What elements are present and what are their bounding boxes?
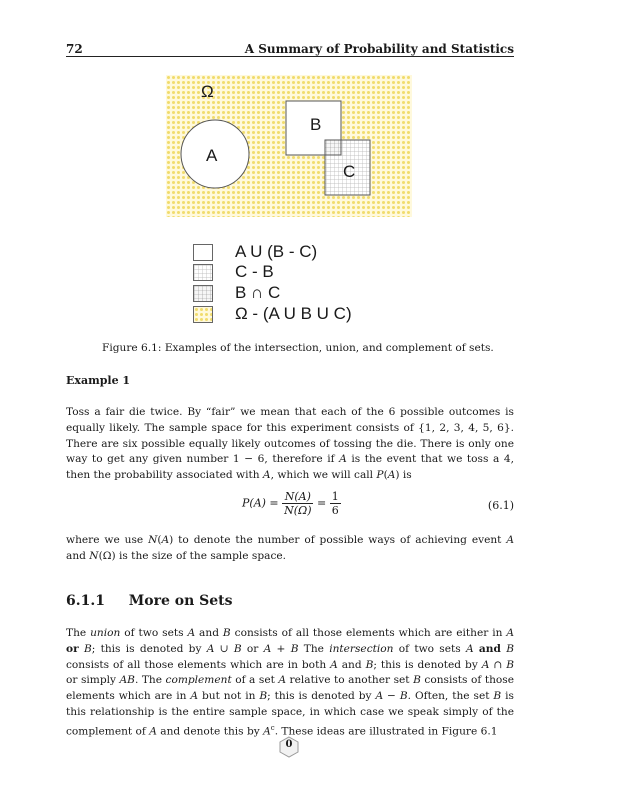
sets-paragraph: The union of two sets A and B consists of all those elements which are either in A or B; this is denoted by A ∪ B or A + B The intersection of two sets A and B consists of all those elements which are in both A and B; this is denoted by A ∩ B or simply AB. The complement of a set A relative to another set B consists of those elements which are in A but not in B; this is denoted by A − B. Often, the set B is this relationship is the entire sample space, in which case we speak simply of the complement of A and denote this by $A^c$. These ideas are illustrated in Figure 6.1 [66, 627, 515, 738]
equation-result [330, 490, 341, 517]
legend-label: C - B [235, 262, 274, 281]
legend-swatch-grid-light [193, 285, 213, 302]
page-badge-label: 0 [285, 739, 293, 750]
equation-numerator: N(A) [282, 490, 313, 504]
example-paragraph: Toss a fair die twice. By “fair” we mean that each of the 6 possible outcomes is equally likely. The sample space for this experiment consists of {1, 2, 3, 4, 5, 6}. There are six possible equally likely outcomes of tossing the die. There is only one way to get any given number 1 − 6, therefore if A is the event that we toss a 4, then the probability associated with A, which we will call P(A) is [66, 406, 514, 482]
definition-paragraph: where we use N(A) to denote the number of possible ways of achieving event A and N(Ω) is the size of the sample space. [66, 534, 514, 562]
equation-result-denominator: 6 [331, 504, 339, 517]
legend-swatch-blank [193, 244, 213, 261]
equation-result-numerator: 1 [331, 490, 339, 503]
page-number: 72 [66, 42, 83, 56]
equation-denominator: N(Ω) [284, 504, 312, 517]
set-b-label: B [310, 115, 322, 134]
figure-caption: Figure 6.1: Examples of the intersection, union, and complement of sets. [102, 342, 494, 354]
equation-lhs: P(A) = [242, 496, 279, 510]
example-heading: Example 1 [66, 374, 131, 387]
legend-label: B ∩ C [235, 283, 281, 302]
set-bc-intersection [325, 140, 341, 155]
header-rule [66, 56, 514, 57]
equation-number: (6.1) [487, 499, 514, 512]
legend-label: Ω - (A U B U C) [235, 304, 352, 323]
omega-label: Ω [201, 82, 214, 101]
set-a-label: A [206, 146, 218, 165]
legend-label: A U (B - C) [235, 242, 318, 261]
legend-swatch-grid [193, 264, 213, 281]
running-title: A Summary of Probability and Statistics [244, 42, 514, 56]
section-number: 6.1.1 [66, 593, 105, 609]
equation-equals: = [316, 496, 327, 510]
section-heading [66, 593, 232, 609]
equation-fraction [282, 490, 313, 517]
legend-swatch-dots [193, 306, 213, 323]
section-title: More on Sets [128, 593, 233, 609]
equation [242, 490, 341, 517]
set-c-label: C [343, 162, 356, 181]
